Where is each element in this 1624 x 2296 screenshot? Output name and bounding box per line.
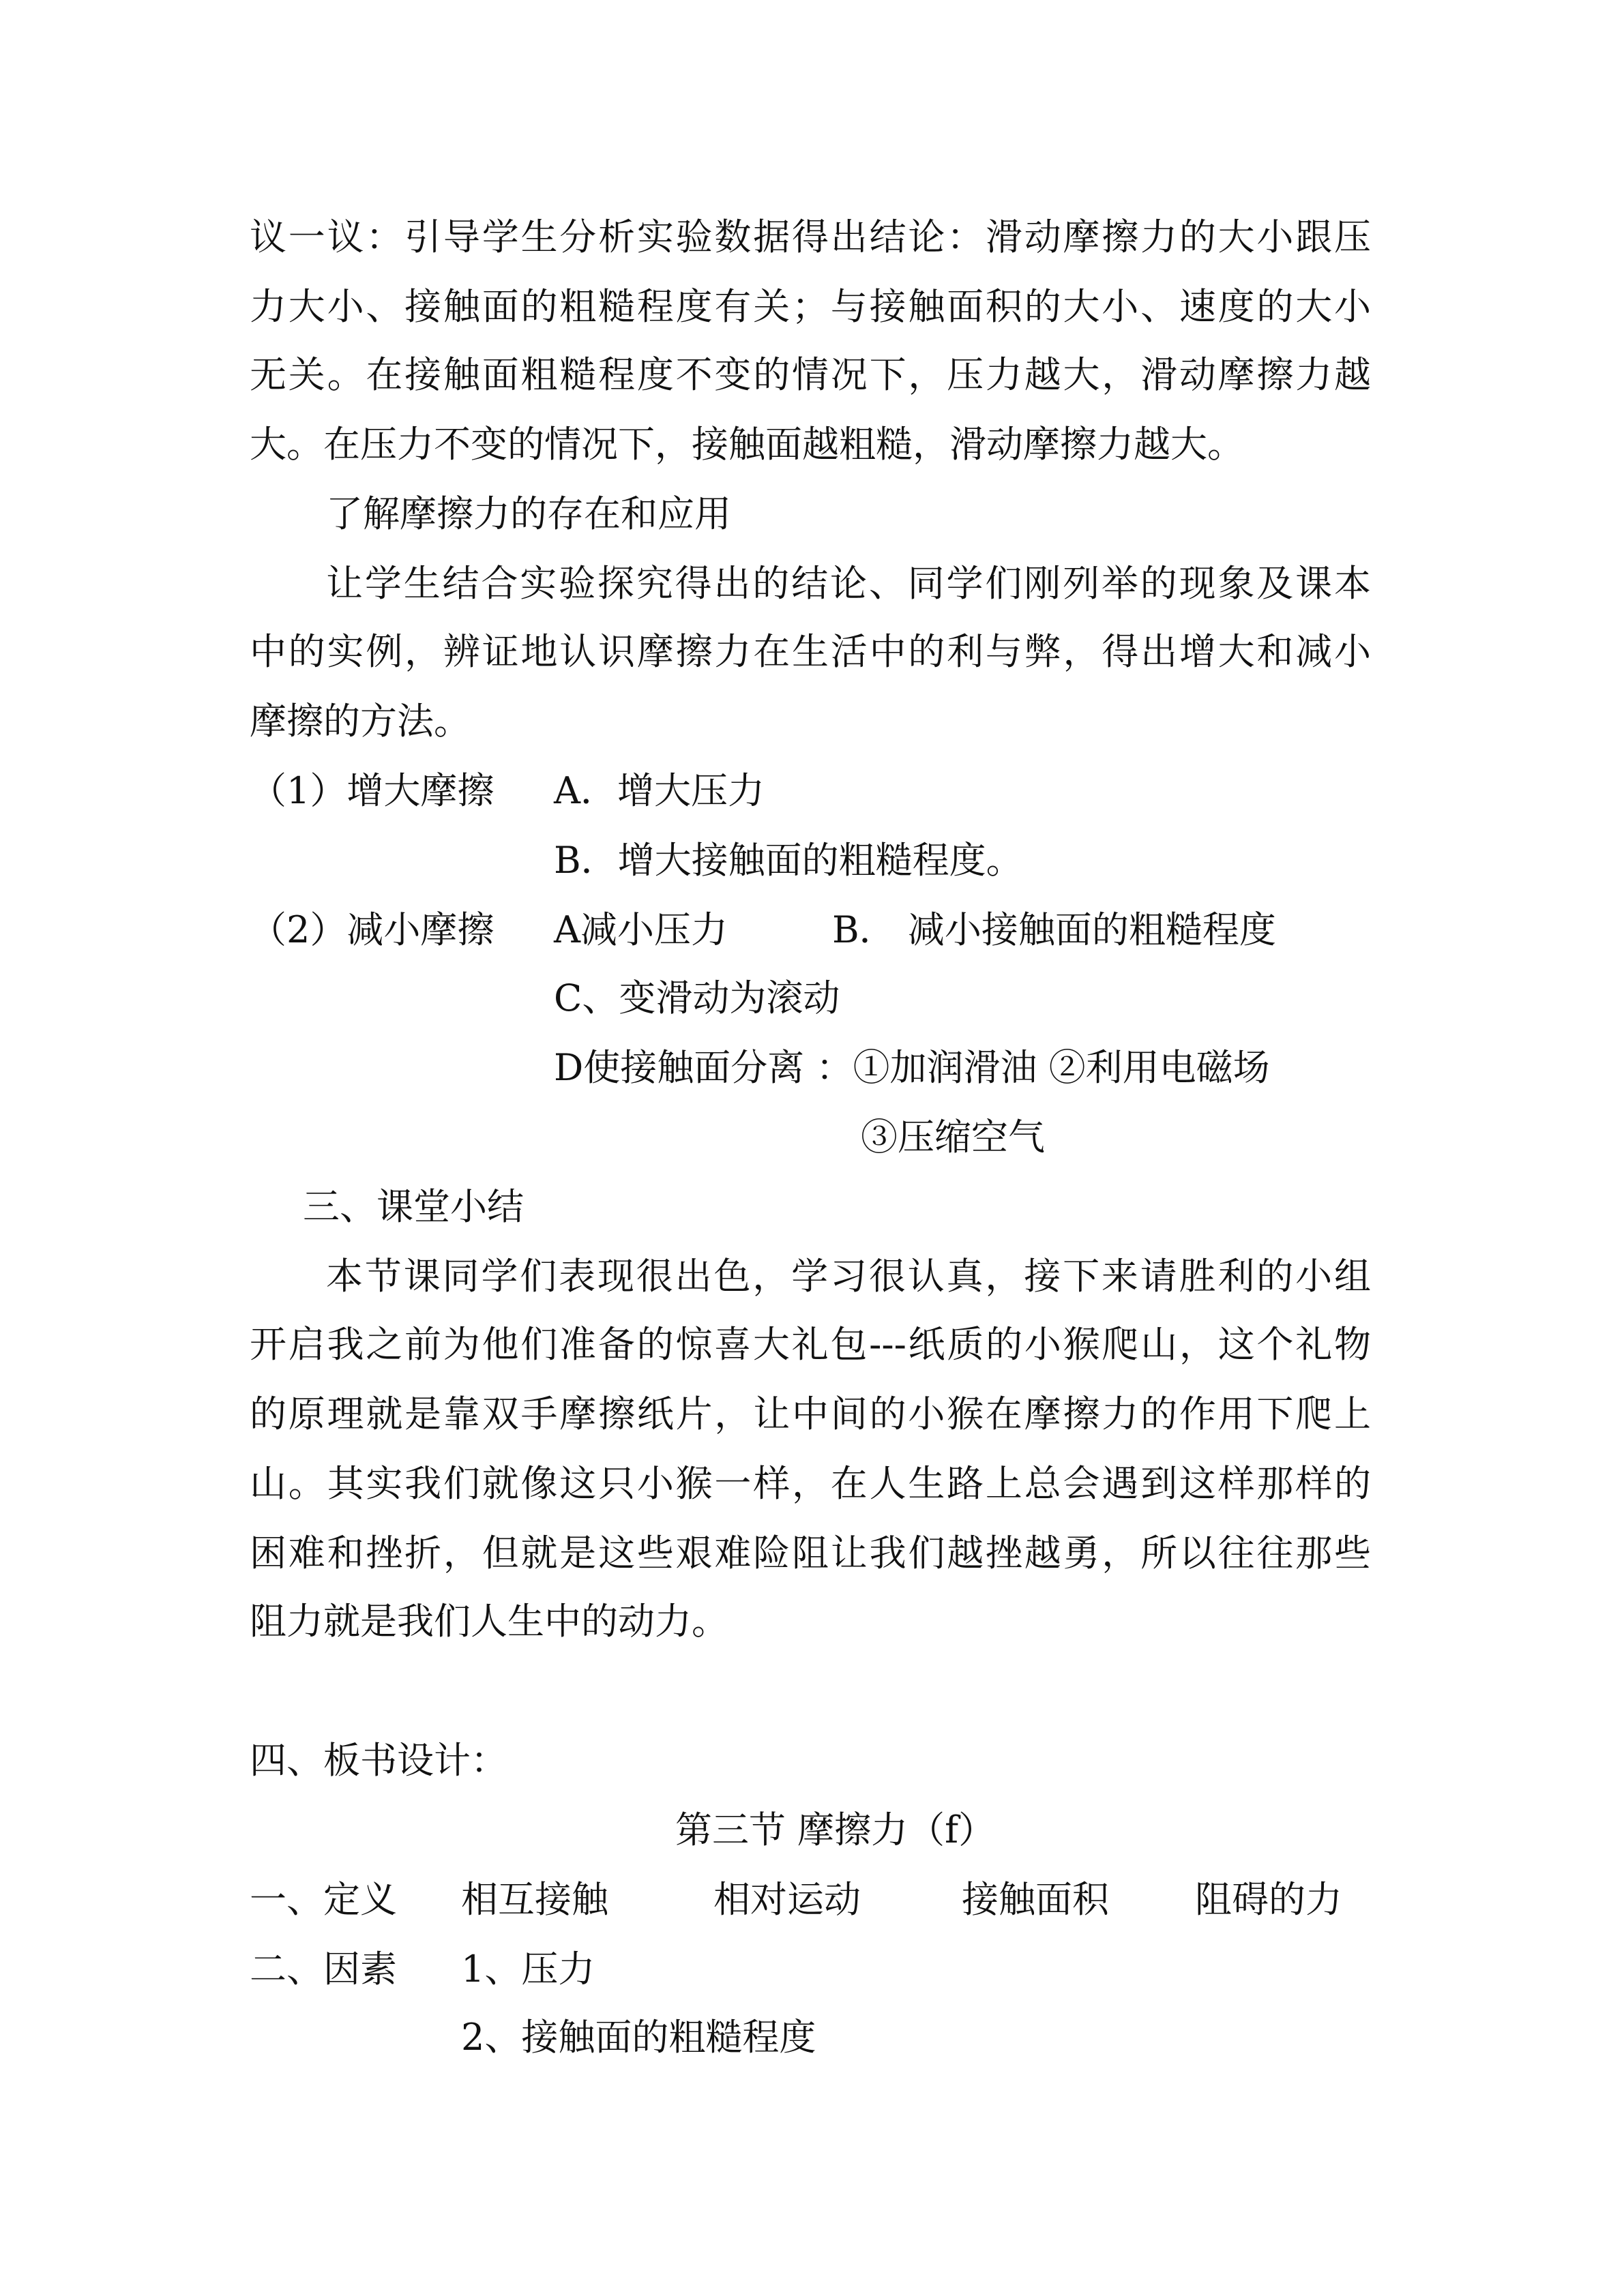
list-item: B． 减小接触面的粗糙程度	[832, 908, 1276, 951]
section-subheading: 了解摩擦力的存在和应用	[326, 492, 731, 535]
list-item: ③压缩空气	[861, 1116, 1045, 1159]
definition-term: 相对运动	[713, 1878, 861, 1921]
paragraph-line: 力大小、接触面的粗糙程度有关；与接触面积的大小、速度的大小	[250, 285, 1371, 328]
paragraph-line: 议一议：引导学生分析实验数据得出结论：滑动摩擦力的大小跟压	[250, 215, 1371, 258]
list-item: D使接触面分离 ：①加润滑油 ②利用电磁场	[554, 1046, 1270, 1089]
decrease-friction-label: （2）减小摩擦	[250, 908, 494, 951]
paragraph-line: 本节课同学们表现很出色，学习很认真，接下来请胜利的小组	[326, 1255, 1371, 1298]
paragraph-line: 中的实例，辨证地认识摩擦力在生活中的利与弊，得出增大和减小	[250, 630, 1371, 673]
factor-item: 1、压力	[461, 1948, 595, 1991]
paragraph-line: 摩擦的方法。	[250, 700, 471, 743]
paragraph-line: 让学生结合实验探究得出的结论、同学们刚列举的现象及课本	[326, 562, 1371, 605]
factors-label: 二、因素	[250, 1948, 397, 1991]
definition-term: 相互接触	[461, 1878, 608, 1921]
factor-item: 2、接触面的粗糙程度	[461, 2016, 816, 2059]
list-item: C、变滑动为滚动	[554, 976, 840, 1019]
paragraph-line: 阻力就是我们人生中的动力。	[250, 1600, 728, 1643]
list-item: A减小压力	[554, 908, 728, 951]
paragraph-line: 无关。在接触面粗糙程度不变的情况下，压力越大，滑动摩擦力越	[250, 353, 1371, 396]
section-heading: 三、课堂小结	[303, 1185, 524, 1228]
board-title: 第三节 摩擦力（f）	[675, 1808, 996, 1851]
paragraph-line: 大。在压力不变的情况下，接触面越粗糙，滑动摩擦力越大。	[250, 423, 1244, 466]
list-item: A．增大压力	[554, 769, 765, 812]
paragraph-line: 的原理就是靠双手摩擦纸片，让中间的小猴在摩擦力的作用下爬上	[250, 1392, 1371, 1435]
paragraph-line: 困难和挫折，但就是这些艰难险阻让我们越挫越勇，所以往往那些	[250, 1532, 1371, 1575]
increase-friction-label: （1）增大摩擦	[250, 769, 494, 812]
paragraph-line: 开启我之前为他们准备的惊喜大礼包---纸质的小猴爬山，这个礼物	[250, 1323, 1371, 1366]
paragraph-line: 山。其实我们就像这只小猴一样，在人生路上总会遇到这样那样的	[250, 1462, 1371, 1505]
definition-label: 一、定义	[250, 1878, 397, 1921]
definition-term: 阻碍的力	[1195, 1878, 1342, 1921]
section-heading: 四、板书设计：	[250, 1739, 507, 1782]
list-item: B．增大接触面的粗糙程度。	[554, 839, 1023, 882]
definition-term: 接触面积	[962, 1878, 1109, 1921]
